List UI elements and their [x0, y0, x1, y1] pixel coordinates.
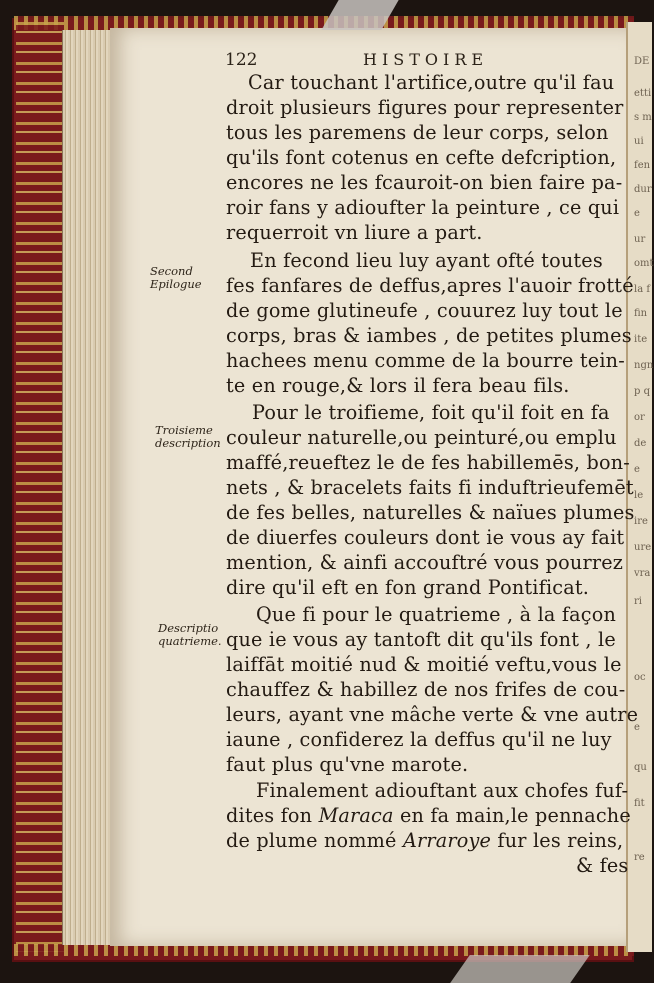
- facing-fragment: qu: [634, 762, 647, 773]
- marginal-note-line: quatrieme.: [158, 634, 222, 648]
- text-line: Car touchant l'artifice,outre qu'il fau: [248, 71, 615, 94]
- facing-fragment: e: [634, 722, 640, 733]
- page-number: 122: [225, 50, 258, 70]
- text-line: Pour le troifieme, foit qu'il foit en fa: [252, 401, 610, 424]
- facing-fragment: ure: [634, 542, 652, 553]
- text-line: dire qu'il eft en fon grand Pontificat.: [226, 576, 590, 599]
- text-line: leurs, ayant vne mâche verte & vne autre: [226, 703, 639, 726]
- text-line: de gome glutineufe , couurez luy tout le: [226, 299, 623, 322]
- text-line: hachees menu comme de la bourre tein-: [226, 349, 625, 372]
- facing-fragment: de: [634, 438, 647, 449]
- facing-fragment: e: [634, 464, 640, 475]
- marginal-note-third: [155, 424, 221, 450]
- text-line: droit plusieurs figures pour representer: [226, 96, 624, 119]
- marginal-note-second: [150, 265, 202, 291]
- marginal-note-line: Second: [150, 264, 193, 278]
- text-line: fes fanfares de deffus,apres l'auoir frotté: [226, 274, 634, 297]
- text-line: [226, 830, 623, 852]
- facing-fragment: ri: [634, 596, 642, 607]
- facing-fragment: ngn: [634, 360, 654, 371]
- marginal-note-line: Descriptio: [158, 621, 219, 635]
- facing-fragment: ite: [634, 334, 648, 345]
- text-line: que ie vous ay tantoft dit qu'ils font , le: [226, 628, 616, 651]
- text-fragment: fur les reins,: [497, 829, 624, 852]
- facing-fragment: e: [634, 208, 640, 219]
- facing-fragment: p q: [634, 386, 650, 397]
- text-fragment: en fa main,le pennache: [399, 804, 631, 827]
- facing-fragment: ur: [634, 234, 646, 245]
- page-shadow: [450, 955, 590, 983]
- marginal-note-line: Epilogue: [150, 277, 202, 291]
- text-line: requerroit vn liure a part.: [226, 221, 483, 244]
- text-line: couleur naturelle,ou peinturé,ou emplu: [226, 426, 617, 449]
- facing-fragment: re: [634, 852, 645, 863]
- facing-fragment: DE: [634, 56, 650, 67]
- facing-fragment: dur: [634, 184, 652, 195]
- text-line: de diuerfes couleurs dont ie vous ay fait: [226, 526, 625, 549]
- text-line: [226, 805, 631, 827]
- text-line: nets , & bracelets faits fi induftrieufemēt: [226, 476, 634, 499]
- marginal-note-line: Troisieme: [155, 423, 213, 437]
- text-line: corps, bras & iambes , de petites plumes: [226, 324, 632, 347]
- text-line: qu'ils font cotenus en cefte defcription,: [226, 146, 617, 169]
- running-title: HISTOIRE: [363, 50, 489, 69]
- facing-fragment: omt: [634, 258, 654, 269]
- catchword: & fes: [576, 854, 629, 877]
- text-line: roir fans y adioufter la peinture , ce qui: [226, 196, 620, 219]
- text-line: tous les paremens de leur corps, selon: [226, 121, 609, 144]
- text-line: faut plus qu'vne marote.: [226, 753, 469, 776]
- text-line: de fes belles, naturelles & naïues plumes: [226, 501, 635, 524]
- facing-fragment: vra: [634, 568, 651, 579]
- facing-fragment: le: [634, 490, 644, 501]
- text-line: chauffez & habillez de nos frifes de cou-: [226, 678, 626, 701]
- text-line: encores ne les fcauroit-on bien faire pa-: [226, 171, 623, 194]
- facing-fragment: etti: [634, 88, 652, 99]
- text-line: laiffāt moitié nud & moitié veftu,vous le: [226, 653, 622, 676]
- text-line: En fecond lieu luy ayant ofté toutes: [250, 249, 603, 272]
- text-line: iaune , confiderez la deffus qu'il ne luy: [226, 728, 612, 751]
- text-line: mention, & ainfi accouftré vous pourrez: [226, 551, 624, 574]
- text-line: Que fi pour le quatrieme , à la façon: [256, 603, 617, 626]
- text-fragment: dites fon: [226, 804, 313, 827]
- facing-fragment: fen: [634, 160, 651, 171]
- facing-fragment: ire: [634, 516, 648, 527]
- marginal-note-fourth: [158, 622, 222, 648]
- running-head: [225, 50, 620, 70]
- facing-fragment: oc: [634, 672, 646, 683]
- facing-fragment: s m: [634, 112, 652, 123]
- text-line: maffé,reueftez le de fes habillemēs, bon-: [226, 451, 630, 474]
- text-fragment: de plume nommé: [226, 829, 397, 852]
- facing-fragment: la f: [634, 284, 651, 295]
- text-line: te en rouge,& lors il fera beau fils.: [226, 374, 570, 397]
- marginal-note-line: description: [155, 436, 221, 450]
- facing-fragment: or: [634, 412, 645, 423]
- text-line: Finalement adiouftant aux chofes fuf-: [256, 779, 629, 802]
- facing-fragment: fit: [634, 798, 645, 809]
- facing-fragment: ui: [634, 136, 644, 147]
- facing-fragment: fin: [634, 308, 648, 319]
- cover-left-border: [16, 22, 64, 952]
- italic-term: Arraroye: [402, 829, 492, 852]
- italic-term: Maraca: [318, 804, 394, 827]
